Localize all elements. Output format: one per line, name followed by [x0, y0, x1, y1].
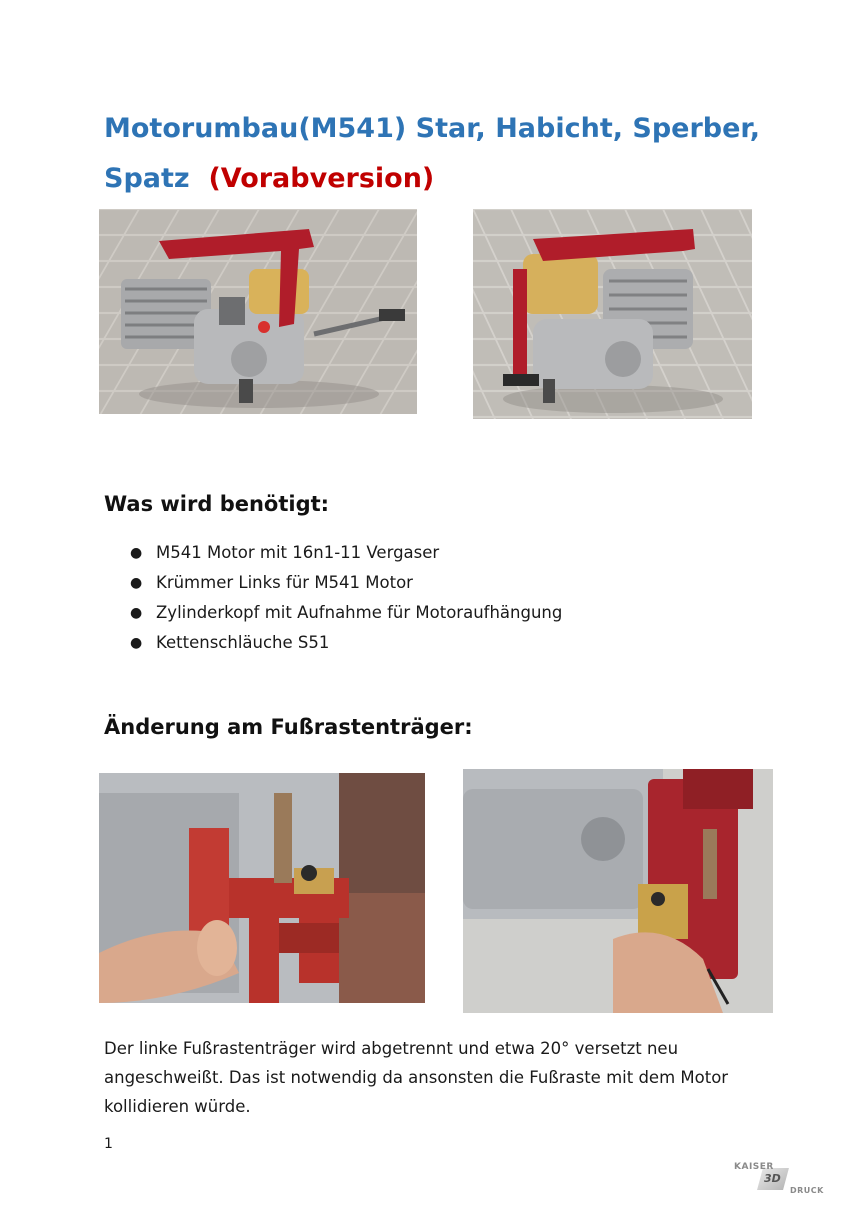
document-title [104, 104, 804, 204]
photo-engine-left [99, 209, 417, 414]
title-main: Motorumbau(M541) Star, Habicht, Sperber, Spatz [104, 113, 761, 194]
list-item: ● M541 Motor mit 16n1-11 Vergaser [130, 538, 562, 568]
requirements-list [130, 538, 562, 658]
section-heading-footrest: Änderung am Fußrastenträger: [104, 715, 473, 739]
bullet-icon: ● [130, 575, 143, 591]
photo-engine-right [473, 209, 752, 419]
section-heading-requirements: Was wird benötigt: [104, 492, 330, 516]
bullet-icon: ● [130, 635, 143, 651]
photo-footrest-bracket-left [99, 773, 425, 1003]
list-item: ● Zylinderkopf mit Aufnahme für Motoraufhängung [130, 598, 562, 628]
bullet-icon: ● [130, 545, 143, 561]
footrest-description: Der linke Fußrastenträger wird abgetrennt und etwa 20° versetzt neu angeschweißt. Das ist notwendig da ansonsten die Fußraste mit dem Motor kollidieren würde. [104, 1039, 729, 1116]
title-accent: (Vorabversion) [208, 163, 435, 194]
kaiser-3d-druck-logo: KAISER 3D DRUCK [734, 1162, 824, 1195]
list-item: ● Kettenschläuche S51 [130, 628, 562, 658]
bullet-icon: ● [130, 605, 143, 621]
page-number: 1 [104, 1136, 113, 1152]
photo-footrest-bracket-right [463, 769, 773, 1013]
list-item: ● Krümmer Links für M541 Motor [130, 568, 562, 598]
